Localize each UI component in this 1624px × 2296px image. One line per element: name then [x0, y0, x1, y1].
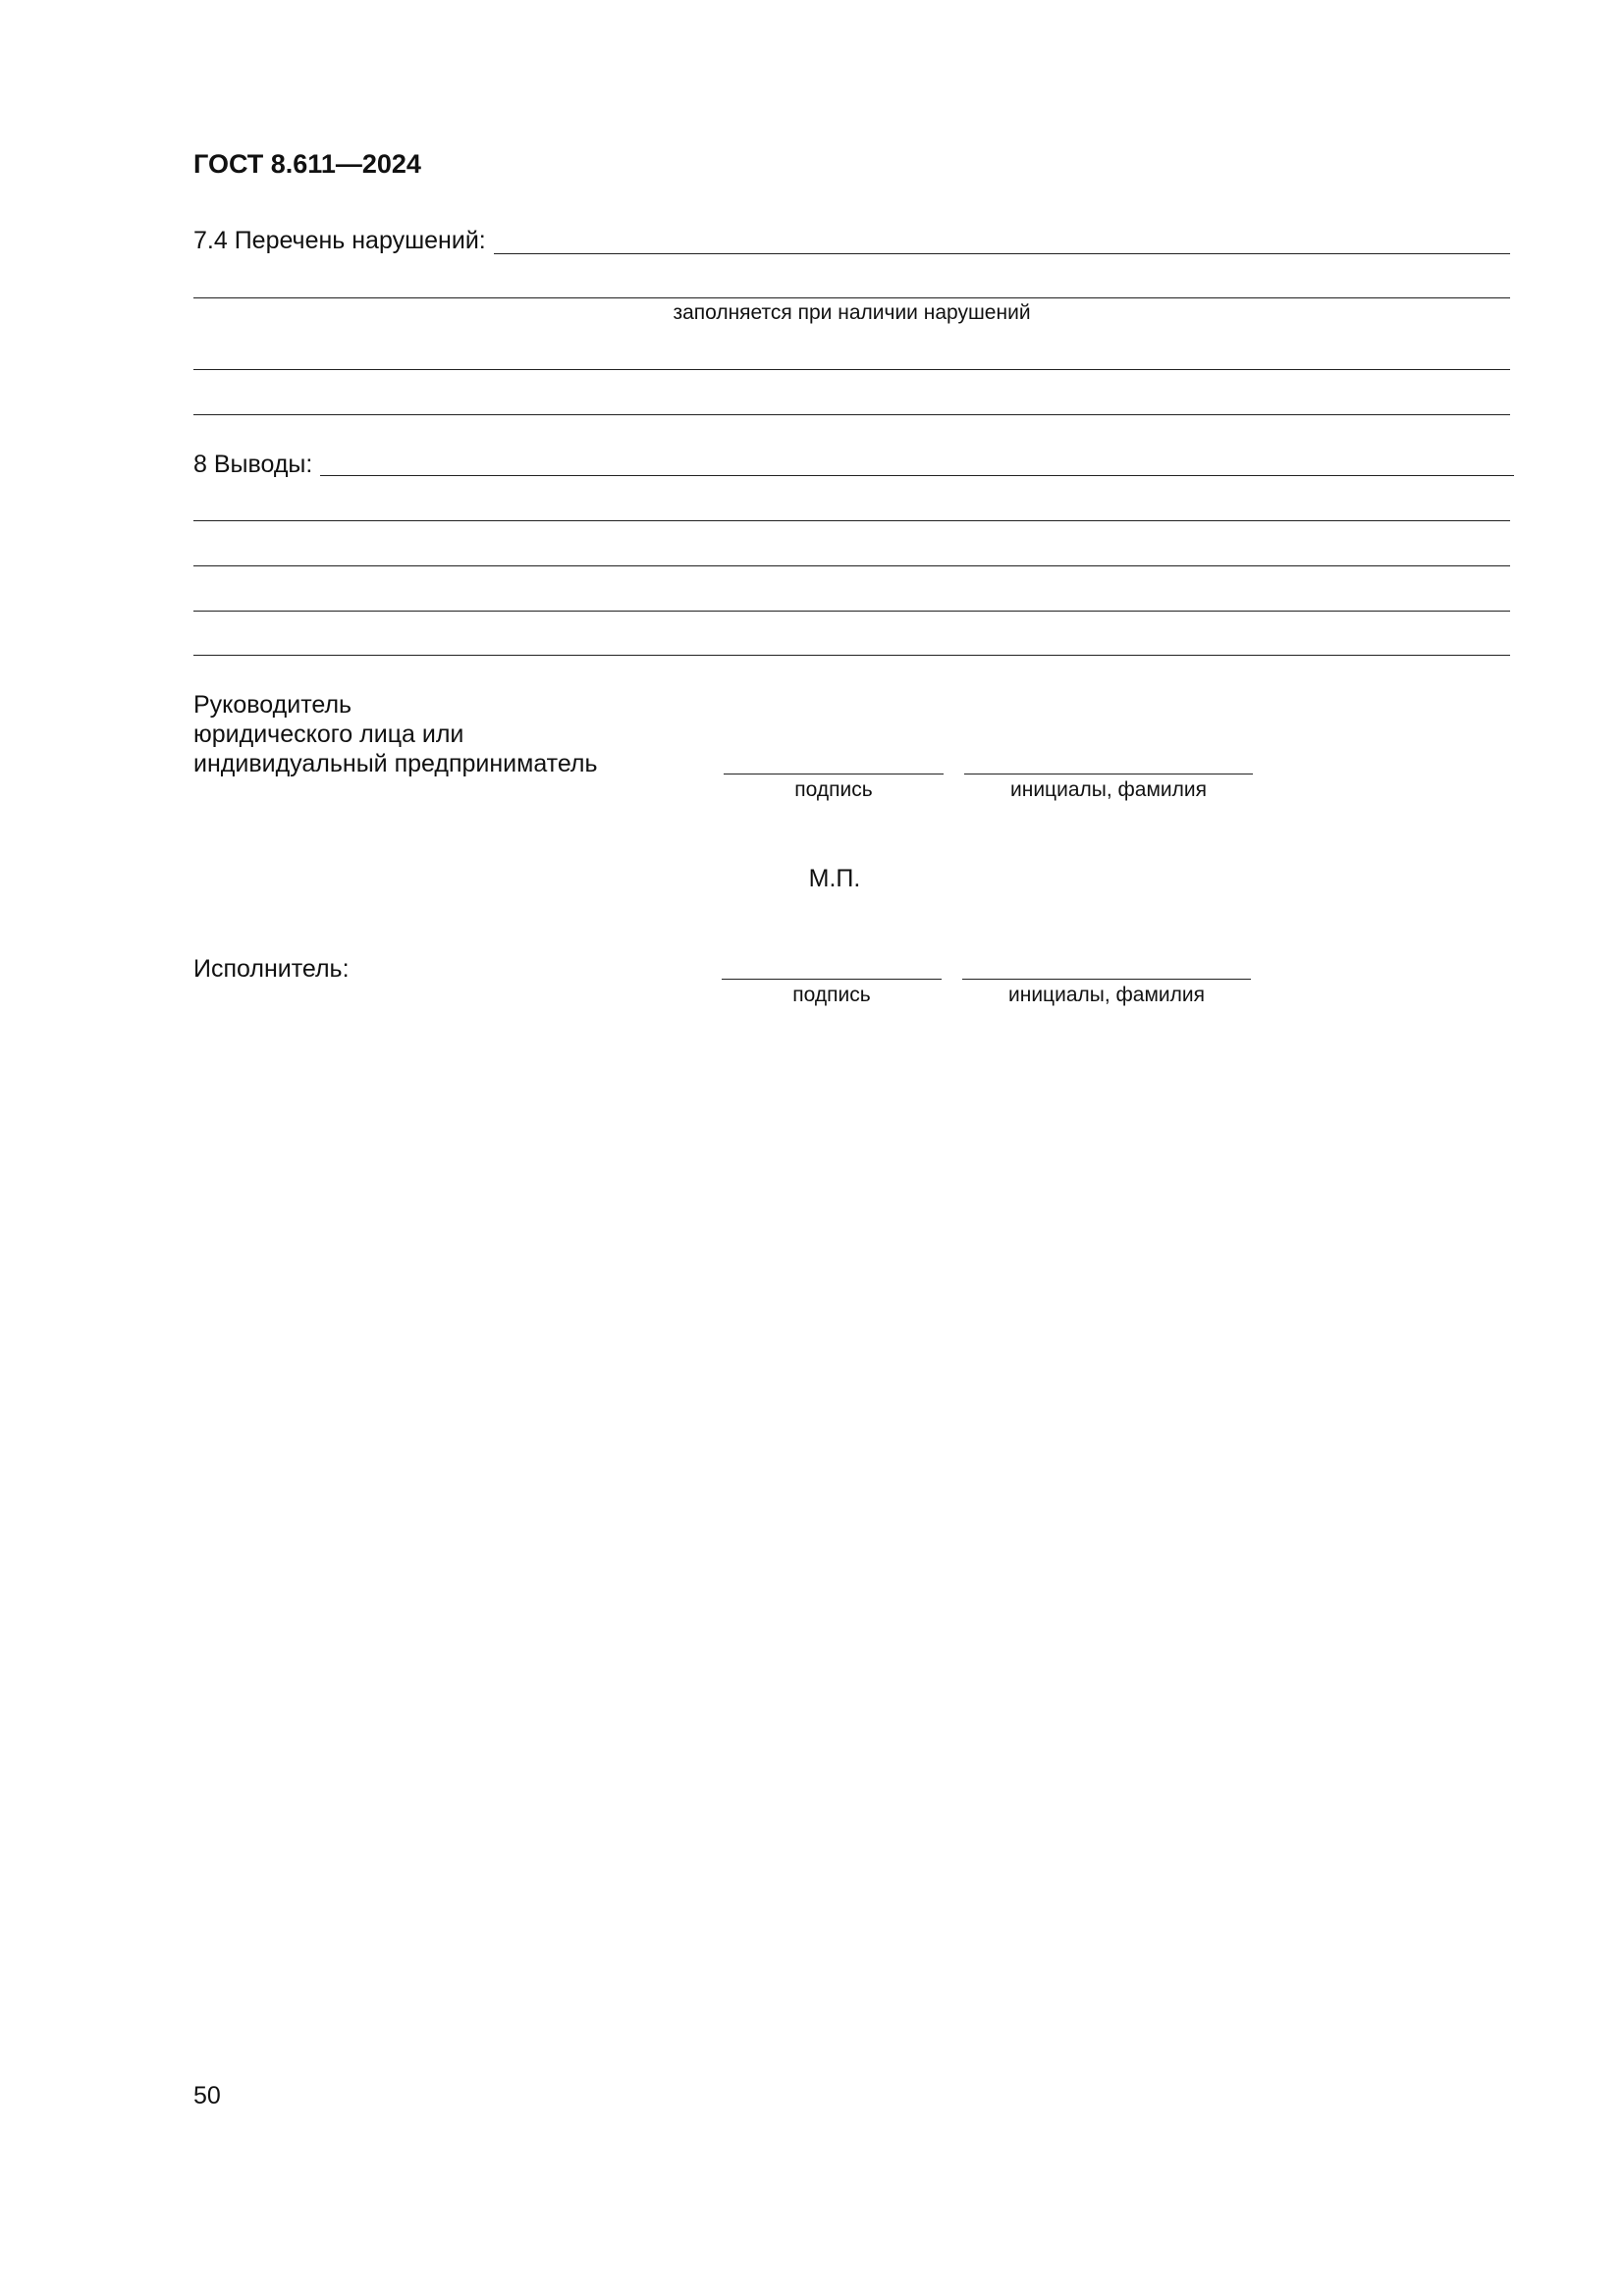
- conclusions-fill-line-1[interactable]: [320, 475, 1514, 476]
- violations-fill-line-2[interactable]: [193, 297, 1510, 298]
- executor-role: Исполнитель:: [193, 955, 350, 983]
- violations-hint: заполняется при наличии нарушений: [673, 301, 1031, 324]
- head-role-line-3: индивидуальный предприниматель: [193, 750, 598, 777]
- conclusions-fill-line-3[interactable]: [193, 565, 1510, 566]
- violations-fill-line-1[interactable]: [494, 253, 1510, 254]
- conclusions-fill-line-5[interactable]: [193, 655, 1510, 656]
- conclusions-label: 8 Выводы:: [193, 451, 313, 478]
- violations-label: 7.4 Перечень нарушений:: [193, 227, 486, 254]
- violations-fill-line-4[interactable]: [193, 414, 1510, 415]
- page-number: 50: [193, 2082, 221, 2109]
- executor-name-line[interactable]: [962, 979, 1251, 980]
- head-signature-caption: подпись: [794, 778, 873, 801]
- violations-fill-line-3[interactable]: [193, 369, 1510, 370]
- stamp-label: М.П.: [808, 865, 861, 892]
- document-header: ГОСТ 8.611—2024: [193, 149, 421, 179]
- conclusions-fill-line-2[interactable]: [193, 520, 1510, 521]
- executor-signature-caption: подпись: [792, 984, 871, 1006]
- executor-signature-line[interactable]: [722, 979, 942, 980]
- head-role-line-1: Руководитель: [193, 691, 352, 719]
- head-role-line-2: юридического лица или: [193, 721, 464, 748]
- conclusions-fill-line-4[interactable]: [193, 611, 1510, 612]
- head-name-caption: инициалы, фамилия: [1010, 778, 1207, 801]
- executor-name-caption: инициалы, фамилия: [1008, 984, 1205, 1006]
